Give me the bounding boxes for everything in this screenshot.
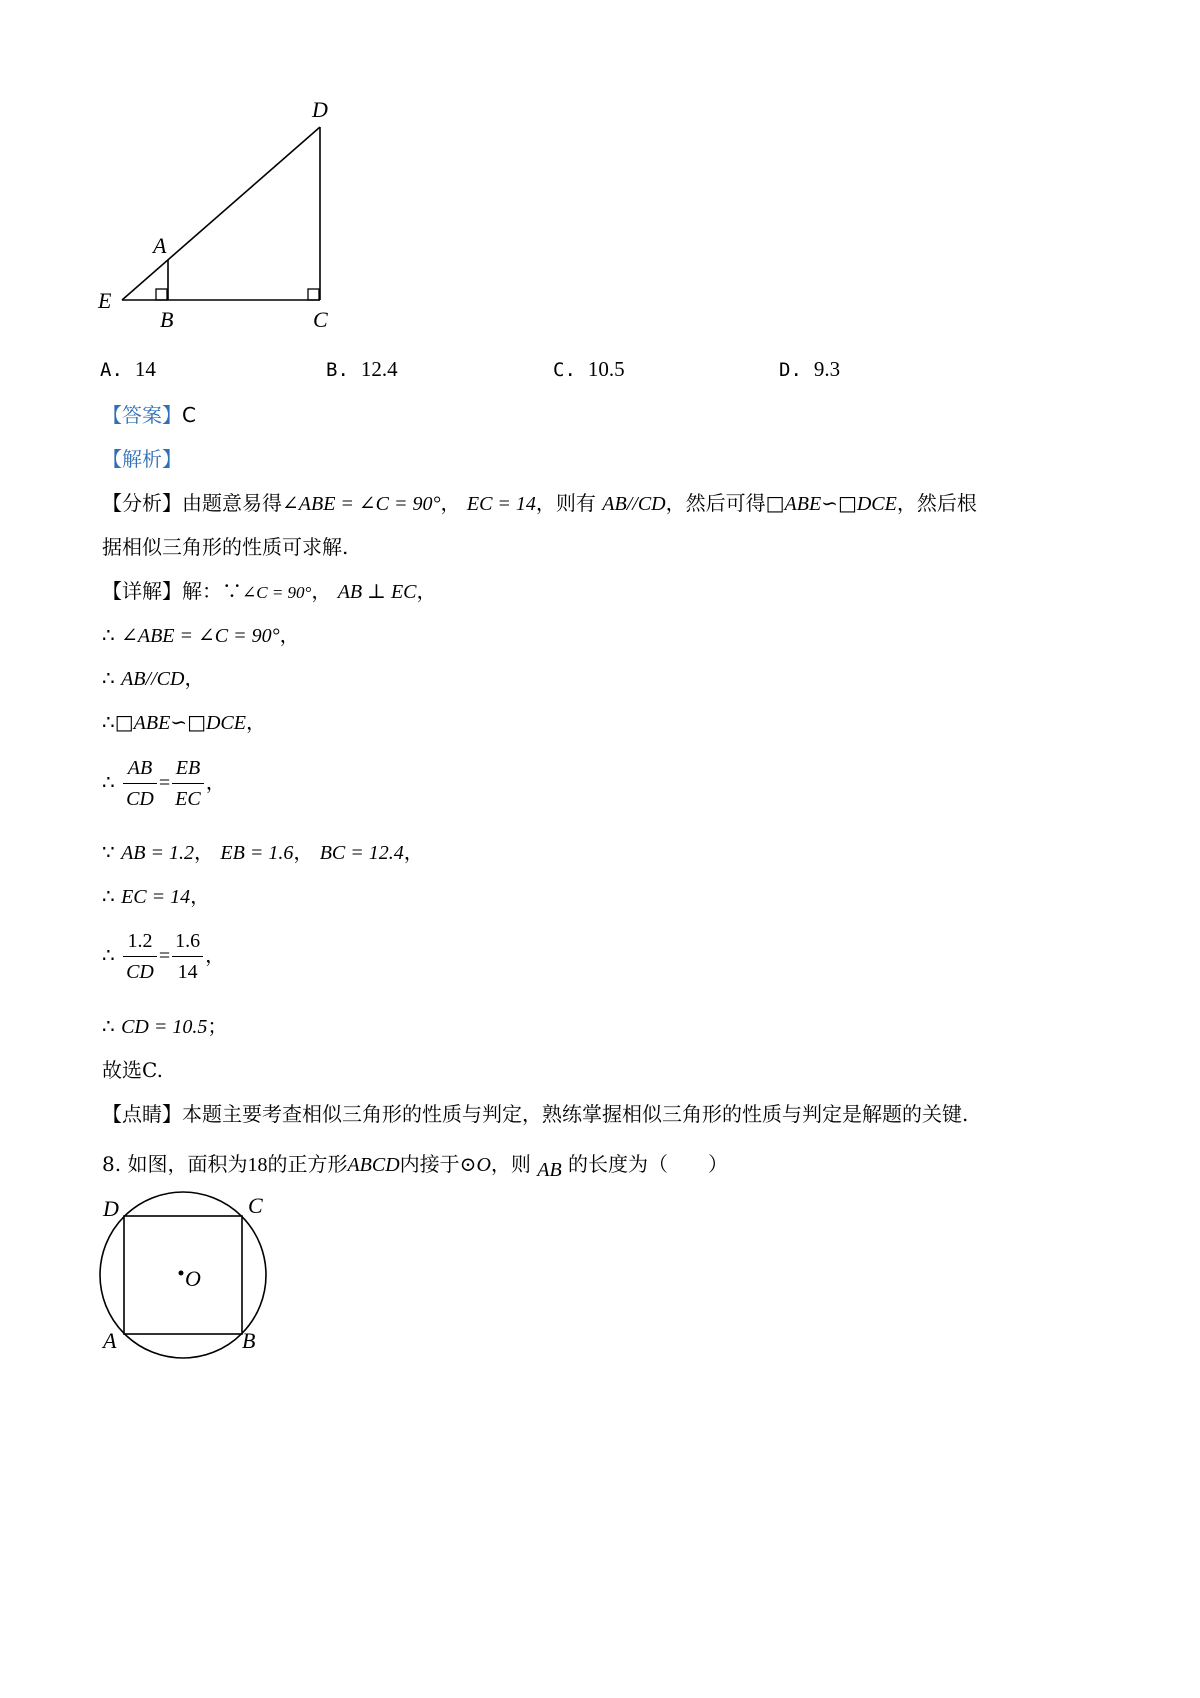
xiangjie-line-1	[102, 575, 437, 604]
denominator: CD	[126, 788, 154, 810]
text: ，	[440, 491, 461, 515]
option-value: 9.3	[813, 357, 841, 381]
math: EC = 14	[121, 886, 191, 908]
math: ABE∽	[784, 493, 838, 515]
label-B: B	[160, 307, 174, 332]
answer-label: 【答案】	[102, 403, 182, 427]
fraction	[123, 753, 157, 814]
triangle-figure	[90, 95, 360, 355]
missing-glyph-icon: □	[765, 491, 785, 515]
option-value: 10.5	[587, 357, 625, 381]
numerator: EB	[172, 753, 204, 784]
step-6-fraction	[102, 926, 225, 987]
equals-sign: =	[158, 945, 171, 967]
segment-ED	[122, 127, 320, 300]
therefore-symbol: ∴	[102, 623, 115, 647]
text: ，则	[490, 1152, 531, 1176]
therefore-symbol: ∴	[102, 770, 115, 794]
fraction	[172, 753, 204, 814]
analysis-label: 【解析】	[102, 447, 182, 471]
math: AB	[537, 1159, 562, 1181]
comma: ，	[293, 840, 314, 864]
option-a	[100, 357, 156, 382]
label-C: C	[248, 1193, 263, 1218]
option-c	[553, 357, 625, 382]
text: ，	[311, 579, 332, 603]
comma: ，	[403, 840, 424, 864]
label-D: D	[103, 1196, 119, 1221]
option-letter: C.	[553, 359, 576, 381]
denominator: EC	[175, 788, 201, 810]
option-letter: A.	[100, 359, 123, 381]
fenxi-label: 【分析】	[102, 491, 182, 515]
numerator: 1.6	[172, 926, 203, 957]
dianjing-line	[102, 1098, 968, 1127]
dianjing-label: 【点睛】	[102, 1102, 182, 1126]
step-1	[102, 619, 300, 648]
numerator: AB	[123, 753, 157, 784]
text: 解：∵	[182, 579, 242, 603]
text: 的正方形	[267, 1152, 348, 1176]
math: EC = 14	[466, 493, 536, 515]
step-4-fraction	[102, 753, 226, 814]
text: 的长度为（ ）	[568, 1152, 729, 1176]
fenxi-line-2: 据相似三角形的性质可求解.	[102, 535, 349, 559]
square-ABCD	[124, 1216, 242, 1334]
label-B: B	[242, 1328, 256, 1353]
label-E: E	[98, 288, 112, 313]
denominator: CD	[126, 961, 154, 983]
comma: ，	[205, 770, 226, 794]
step-5	[102, 880, 210, 909]
text: ，然后可得	[665, 491, 766, 515]
step-7	[102, 1010, 227, 1039]
comma: ，	[245, 710, 266, 734]
step-3	[102, 706, 266, 735]
math: BC = 12.4	[319, 842, 404, 864]
option-letter: D.	[779, 359, 802, 381]
math: ABCD	[347, 1154, 400, 1176]
text: 如图，面积为	[127, 1152, 248, 1176]
math: EB = 1.6	[220, 842, 294, 864]
therefore-symbol: ∴	[102, 1014, 115, 1038]
equals-sign: =	[158, 772, 171, 794]
therefore-symbol: ∴	[102, 884, 115, 908]
answer-line	[102, 399, 196, 428]
math: AB ⊥ EC	[337, 581, 417, 603]
math: ABE∽	[133, 712, 188, 734]
comma: ，	[190, 884, 211, 908]
option-value: 14	[134, 357, 156, 381]
option-value: 12.4	[360, 357, 398, 381]
therefore-symbol: ∴	[102, 710, 115, 734]
circle-square-figure	[90, 1185, 290, 1365]
text: ，然后根	[896, 491, 977, 515]
missing-glyph-icon: □	[187, 710, 206, 734]
missing-glyph-icon: □	[837, 491, 857, 515]
dianjing-text: 本题主要考查相似三角形的性质与判定，熟练掌握相似三角形的性质与判定是解题的关键.	[182, 1102, 969, 1126]
math: ∠C = 90°	[242, 583, 312, 602]
question-number: 8.	[102, 1152, 122, 1176]
math: AB//CD	[121, 668, 185, 690]
math: O	[476, 1154, 491, 1176]
comma: ，	[194, 840, 215, 864]
fenxi-line-1	[102, 487, 977, 516]
text: ，则有	[535, 491, 596, 515]
xiangjie-label: 【详解】	[102, 579, 182, 603]
fraction	[172, 926, 203, 987]
conclusion: 故选C.	[102, 1058, 163, 1082]
text: 内接于⊙	[399, 1152, 477, 1176]
comma: ，	[184, 666, 205, 690]
label-A: A	[153, 233, 167, 258]
therefore-symbol: ∴	[102, 943, 115, 967]
math: CD = 10.5	[121, 1016, 208, 1038]
step-given	[102, 836, 424, 865]
center-point	[179, 1271, 184, 1276]
numerator: 1.2	[123, 926, 157, 957]
text: 由题意易得	[182, 491, 282, 515]
comma: ，	[205, 943, 226, 967]
therefore-symbol: ∴	[102, 666, 115, 690]
math: 18	[247, 1154, 268, 1176]
label-O: O	[185, 1266, 201, 1291]
math: DCE	[856, 493, 897, 515]
fraction	[123, 926, 157, 987]
math: ∠ABE = ∠C = 90°	[121, 625, 280, 647]
math: AB//CD	[602, 493, 666, 515]
math: AB = 1.2	[121, 842, 195, 864]
step-2	[102, 662, 204, 691]
label-D: D	[312, 97, 328, 122]
right-angle-mark-C	[308, 289, 319, 300]
right-angle-mark-B	[156, 289, 167, 300]
comma: ，	[279, 623, 300, 647]
math: ∠ABE = ∠C = 90°	[282, 493, 441, 515]
label-C: C	[313, 307, 328, 332]
question-8	[102, 1148, 729, 1181]
because-symbol: ∵	[102, 840, 115, 864]
answer-value: C	[182, 403, 196, 427]
math: DCE	[205, 712, 246, 734]
denominator: 14	[177, 961, 198, 983]
option-b	[326, 357, 398, 382]
label-A: A	[103, 1328, 117, 1353]
option-d	[779, 357, 840, 382]
missing-glyph-icon: □	[114, 710, 134, 734]
option-letter: B.	[326, 359, 349, 381]
text: ，	[416, 579, 437, 603]
semicolon: ；	[207, 1014, 228, 1038]
